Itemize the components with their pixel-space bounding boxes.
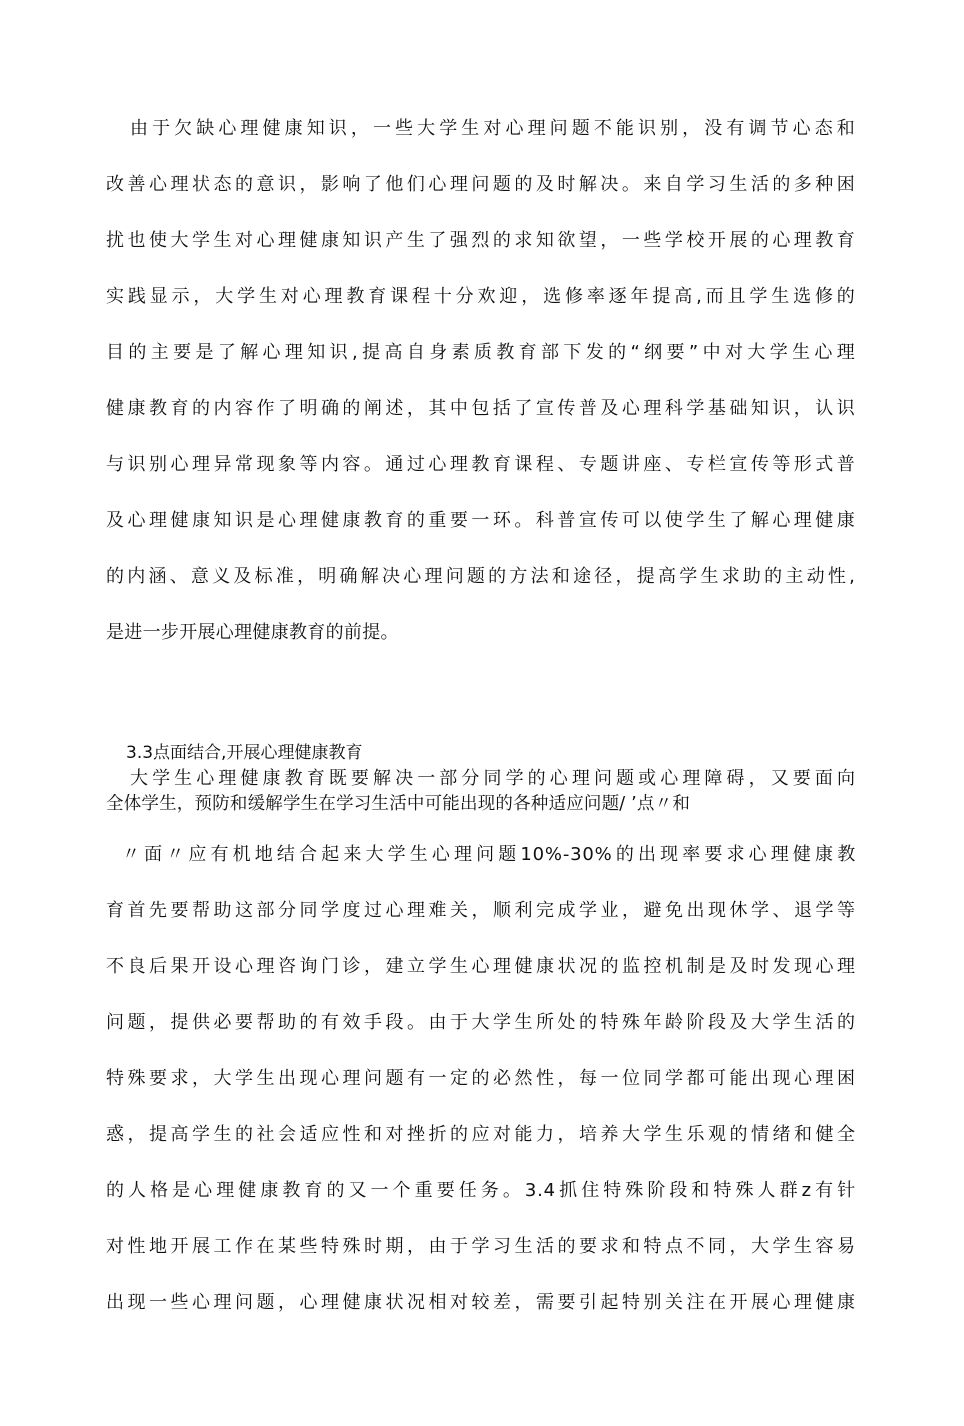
paragraph-line: 健康教育的内容作了明确的阐述，其中包括了宣传普及心理科学基础知识，认识: [106, 398, 856, 419]
paragraph-line: 扰也使大学生对心理健康知识产生了强烈的求知欲望，一些学校开展的心理教育: [106, 230, 856, 251]
paragraph-line: 实践显示，大学生对心理教育课程十分欢迎，选修率逐年提高,而且学生选修的: [106, 286, 856, 307]
paragraph-line: 的人格是心理健康教育的又一个重要任务。3.4抓住特殊阶段和特殊人群z有针: [106, 1180, 856, 1201]
section-heading: 3.3点面结合,开展心理健康教育: [126, 743, 363, 763]
paragraph-line: 对性地开展工作在某些特殊时期，由于学习生活的要求和特点不同，大学生容易: [106, 1236, 856, 1257]
paragraph-line: 与识别心理异常现象等内容。通过心理教育课程、专题讲座、专栏宣传等形式普: [106, 454, 856, 475]
paragraph-line: 大学生心理健康教育既要解决一部分同学的心理问题或心理障碍，又要面向: [130, 768, 856, 789]
paragraph-line: 不良后果开设心理咨询门诊，建立学生心理健康状况的监控机制是及时发现心理: [106, 956, 856, 977]
paragraph-line: 问题，提供必要帮助的有效手段。由于大学生所处的特殊年龄阶段及大学生活的: [106, 1012, 856, 1033]
paragraph-line: 育首先要帮助这部分同学度过心理难关，顺利完成学业，避免出现休学、退学等: [106, 900, 856, 921]
paragraph-line: 特殊要求，大学生出现心理问题有一定的必然性，每一位同学都可能出现心理困: [106, 1068, 856, 1089]
paragraph-line: 〃面〃应有机地结合起来大学生心理问题10%-30%的出现率要求心理健康教: [122, 844, 856, 865]
paragraph-line: 改善心理状态的意识，影响了他们心理问题的及时解决。来自学习生活的多种困: [106, 174, 856, 195]
paragraph-line: 及心理健康知识是心理健康教育的重要一环。科普宣传可以使学生了解心理健康: [106, 510, 856, 531]
paragraph-line: 是进一步开展心理健康教育的前提。: [106, 622, 399, 643]
paragraph-line: 由于欠缺心理健康知识，一些大学生对心理问题不能识别，没有调节心态和: [130, 118, 856, 139]
paragraph-line: 出现一些心理问题，心理健康状况相对较差，需要引起特别关注在开展心理健康: [106, 1292, 856, 1313]
paragraph-line: 全体学生，预防和缓解学生在学习生活中可能出现的各种适应问题/ ’点〃和: [106, 794, 691, 814]
paragraph-line: 目的主要是了解心理知识,提高自身素质教育部下发的“纲要”中对大学生心理: [106, 342, 856, 363]
paragraph-line: 惑，提高学生的社会适应性和对挫折的应对能力，培养大学生乐观的情绪和健全: [106, 1124, 856, 1145]
paragraph-line: 的内涵、意义及标准，明确解决心理问题的方法和途径，提高学生求助的主动性,: [106, 566, 856, 587]
